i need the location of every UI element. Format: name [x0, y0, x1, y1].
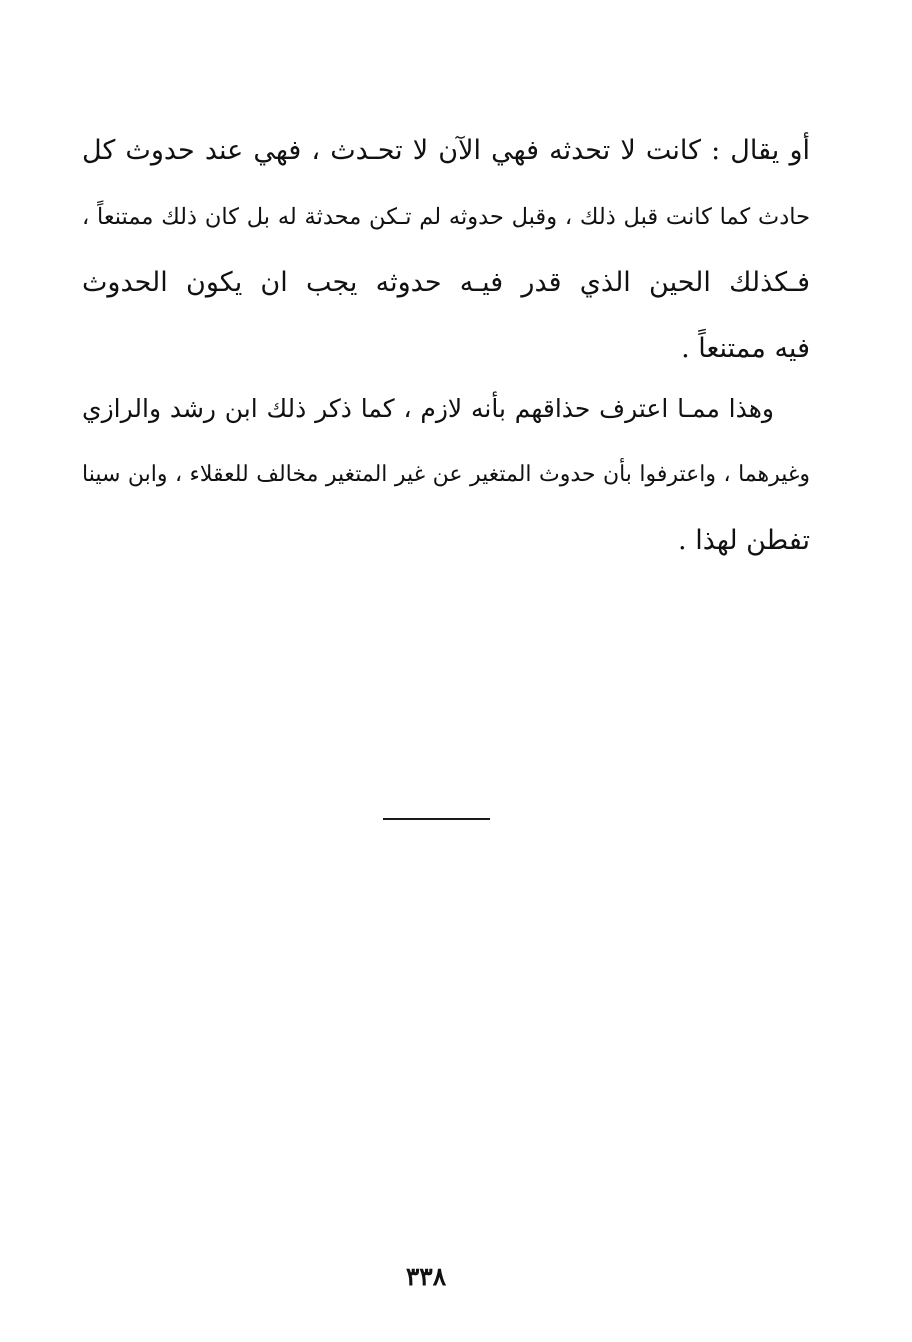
paragraph-2: [82, 376, 810, 574]
paragraph-line: وغيرهما ، واعترفوا بأن حدوث المتغير عن غير المتغير مخالف للعقلاء ، وابن سينا: [82, 462, 810, 487]
paragraph-line: تفطن لهذا .: [678, 525, 810, 556]
paragraph-line: أو يقال : كانت لا تحدثه فهي الآن لا تحـدث ، فهي عند حدوث كل: [82, 135, 810, 166]
section-divider: [383, 818, 490, 820]
paragraph-line: حادث كما كانت قبل ذلك ، وقبل حدوثه لم تـكن محدثة له بل كان ذلك ممتنعاً ،: [82, 204, 810, 230]
page-number: ٣٣٨: [405, 1262, 447, 1291]
paragraph-line: وهذا ممـا اعترف حذاقهم بأنه لازم ، كما ذكر ذلك ابن رشد والرازي: [82, 394, 774, 423]
paragraph-line: فيه ممتنعاً .: [681, 333, 810, 364]
paragraph-1: [82, 118, 810, 382]
paragraph-line: فـكذلك الحين الذي قدر فيـه حدوثه يجب ان يكون الحدوث: [82, 267, 810, 298]
